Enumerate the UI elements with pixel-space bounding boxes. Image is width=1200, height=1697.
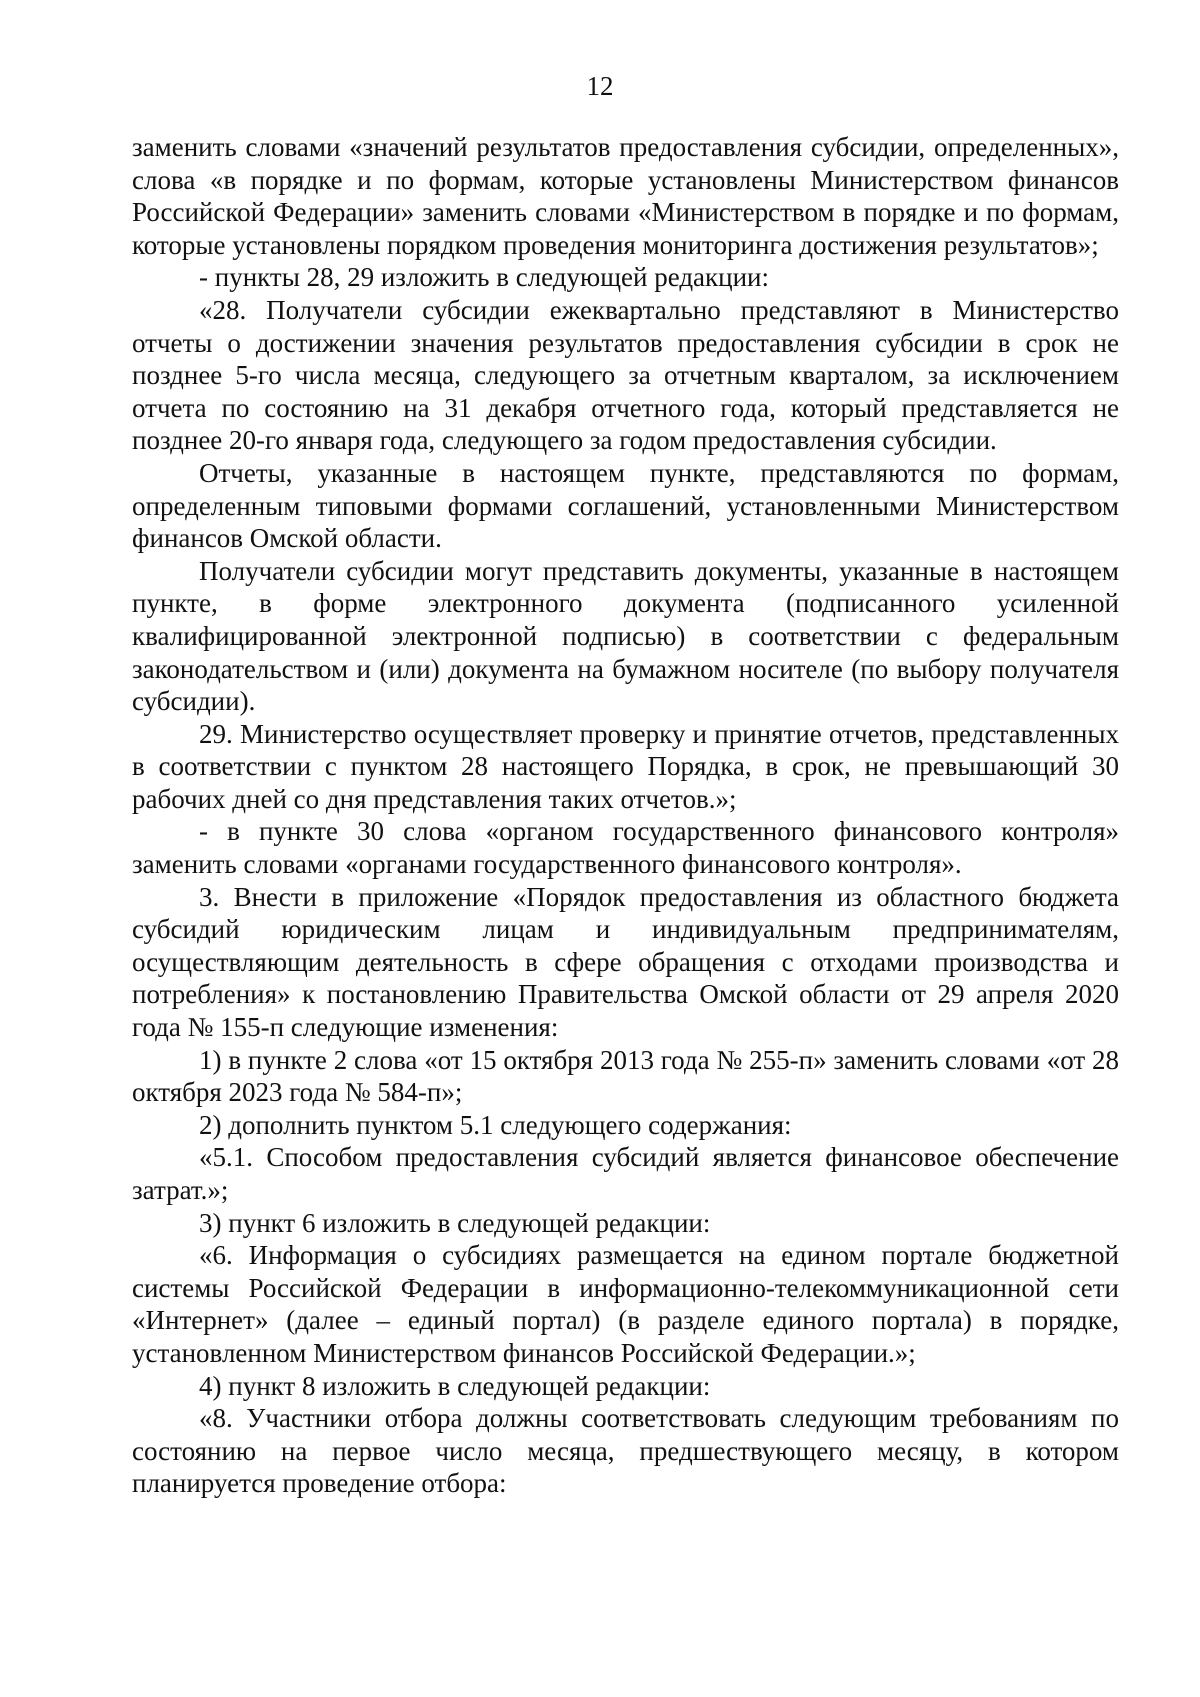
paragraph-reports-forms: Отчеты, указанные в настоящем пункте, представляются по формам, определенным типовыми формами соглашений, установленными Министерством финансов Омской области.	[132, 457, 1119, 554]
paragraph-change-3: 3) пункт 6 изложить в следующей редакции:	[199, 1207, 711, 1238]
page-number: 12	[586, 71, 614, 101]
paragraph-change-1: 1) в пункте 2 слова «от 15 октября 2013 года № 255-п» заменить словами «от 28 октября 2023 года № 584-п»;	[132, 1044, 1119, 1108]
paragraph-item-29: 29. Министерство осуществляет проверку и принятие отчетов, представленных в соответствии с пунктом 28 настоящего Порядка, в срок, не превышающий 30 рабочих дней со дня представления таких отчетов.»;	[132, 718, 1119, 814]
paragraph-continuation: заменить словами «значений результатов предоставления субсидии, определенных», слова «в порядке и по формам, которые установлены Министерством финансов Российской Федерации» заменить словами «Министерством в порядке и по формам, которые установлены порядком проведения мониторинга достижения результатов»;	[132, 132, 1119, 260]
paragraph-section-3: 3. Внести в приложение «Порядок предоставления из областного бюджета субсидий юридическим лицам и индивидуальным предпринимателям, осуществляющим деятельность в сфере обращения с отходами производства и потребления» к постановлению Правительства Омской области от 29 апреля 2020 года № 155-п следующие изменения:	[132, 881, 1119, 1043]
paragraph-items-28-29-intro: - пункты 28, 29 изложить в следующей редакции:	[199, 262, 770, 293]
paragraph-item-30: - в пункте 30 слова «органом государственного финансового контроля» заменить словами «органами государственного финансового контроля».	[132, 816, 1119, 880]
paragraph-item-28: «28. Получатели субсидии ежеквартально представляют в Министерство отчеты о достижении значения результатов предоставления субсидии в срок не позднее 5-го числа месяца, следующего за отчетным кварталом, за исключением отчета по состоянию на 31 декабря отчетного года, который представляется не позднее 20-го января года, следующего за годом предоставления субсидии.	[132, 294, 1119, 456]
paragraph-item-6: «6. Информация о субсидиях размещается на едином портале бюджетной системы Российской Федерации в информационно-телекоммуникационной сети «Интернет» (далее – единый портал) (в разделе единого портала) в порядке, установленном Министерством финансов Российской Федерации.»;	[132, 1240, 1119, 1368]
document-body	[132, 131, 1119, 1500]
paragraph-change-2: 2) дополнить пунктом 5.1 следующего содержания:	[199, 1109, 792, 1140]
paragraph-item-8: «8. Участники отбора должны соответствовать следующим требованиям по состоянию на первое число месяца, предшествующего месяцу, в котором планируется проведение отбора:	[132, 1403, 1119, 1499]
paragraph-reports-submission: Получатели субсидии могут представить документы, указанные в настоящем пункте, в форме электронного документа (подписанного усиленной квалифицированной электронной подписью) в соответствии с федеральным законодательством и (или) документа на бумажном носителе (по выбору получателя субсидии).	[132, 555, 1119, 717]
paragraph-item-5-1: «5.1. Способом предоставления субсидий является финансовое обеспечение затрат.»;	[132, 1142, 1119, 1205]
paragraph-change-4: 4) пункт 8 изложить в следующей редакции:	[199, 1370, 711, 1401]
